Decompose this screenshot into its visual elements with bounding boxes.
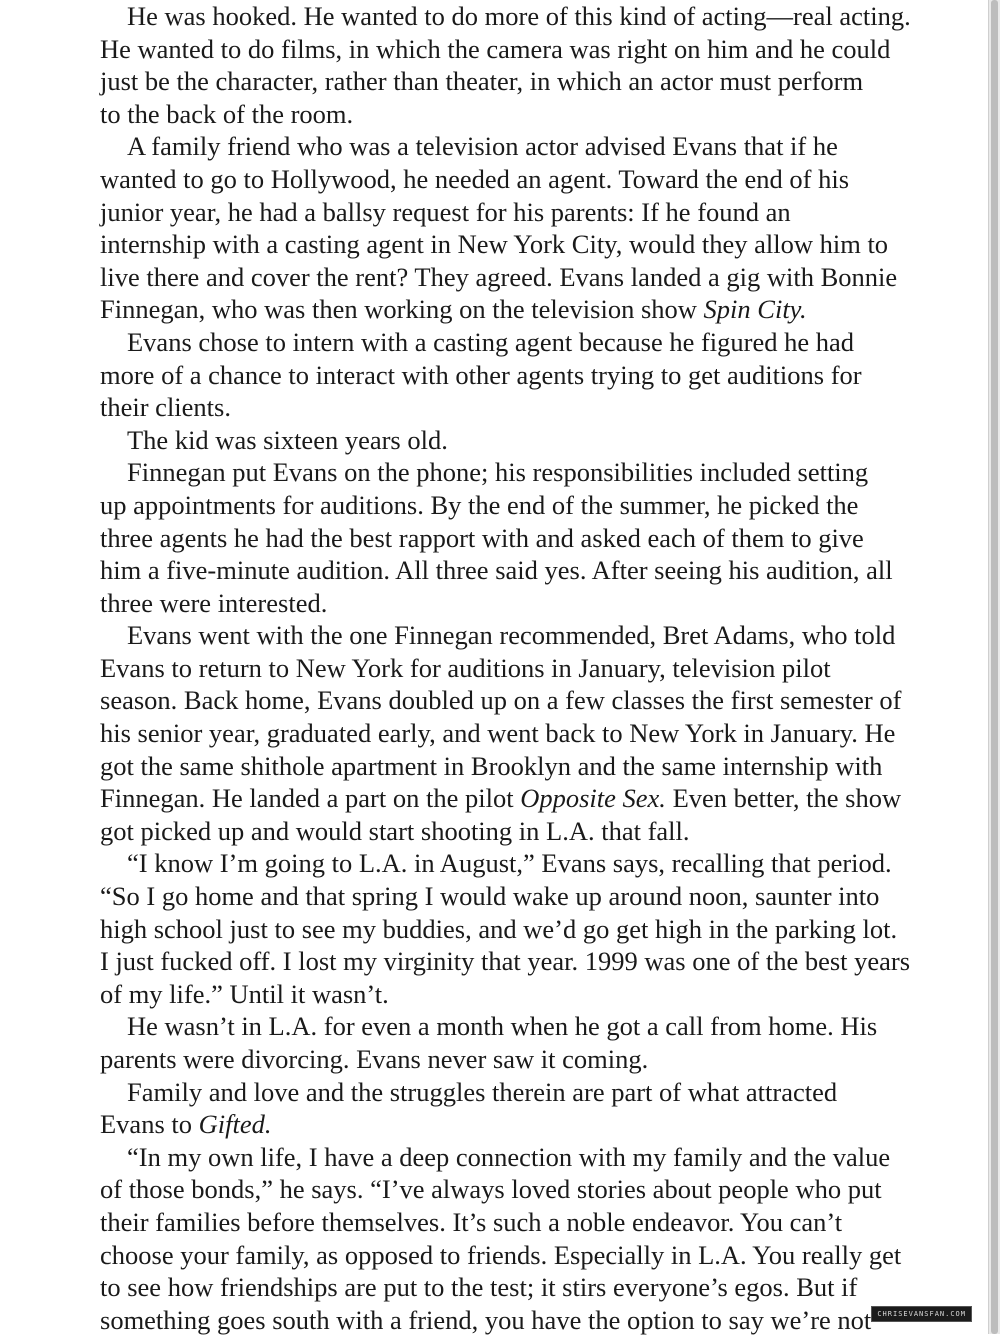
text-segment: choose your family, as opposed to friends. Especially in L.A. You really get xyxy=(100,1239,902,1270)
text-line xyxy=(100,1206,900,1239)
text-line xyxy=(100,163,900,196)
text-line xyxy=(100,522,900,555)
text-line xyxy=(100,424,900,457)
text-segment: Even better, the show xyxy=(665,783,902,814)
text-segment: him a five-minute audition. All three said yes. After seeing his audition, all xyxy=(100,555,893,586)
text-segment: their clients. xyxy=(100,392,231,423)
text-segment: up appointments for auditions. By the end of the summer, he picked the xyxy=(100,489,859,520)
text-segment: season. Back home, Evans doubled up on a few classes the first semester of xyxy=(100,685,902,716)
article-body xyxy=(100,0,911,1336)
text-line xyxy=(100,652,900,685)
text-line xyxy=(100,750,900,783)
text-segment: Evans to return to New York for auditions in January, television pilot xyxy=(100,652,831,683)
text-segment: his senior year, graduated early, and went back to New York in January. He xyxy=(100,718,896,749)
text-segment: Family and love and the struggles therein are part of what attracted xyxy=(127,1076,838,1107)
text-line xyxy=(100,65,900,98)
text-segment: Evans to xyxy=(100,1109,199,1140)
text-line xyxy=(100,1076,900,1109)
italic-title-text: Gifted. xyxy=(198,1109,272,1140)
text-segment: to the back of the room. xyxy=(100,98,354,129)
text-line xyxy=(100,326,900,359)
text-line xyxy=(100,1010,900,1043)
text-line xyxy=(100,619,900,652)
text-line xyxy=(100,293,900,326)
text-segment: junior year, he had a ballsy request for his parents: If he found an xyxy=(100,196,791,227)
text-line xyxy=(100,130,900,163)
text-segment: high school just to see my buddies, and we’d go get high in the parking lot. xyxy=(100,913,898,944)
text-segment: Evans chose to intern with a casting agent because he figured he had xyxy=(127,326,855,357)
text-line xyxy=(100,815,900,848)
italic-title-text: Spin City. xyxy=(703,294,807,325)
text-line xyxy=(100,945,911,978)
text-line xyxy=(100,913,900,946)
text-line xyxy=(100,554,900,587)
text-segment: their families before themselves. It’s such a noble endeavor. You can’t xyxy=(100,1206,843,1237)
text-segment: “In my own life, I have a deep connection with my family and the value xyxy=(127,1141,891,1172)
text-segment: just be the character, rather than theater, in which an actor must perform xyxy=(100,66,864,97)
text-line xyxy=(100,261,900,294)
text-segment: “So I go home and that spring I would wake up around noon, saunter into xyxy=(100,881,880,912)
scrollbar-thumb[interactable] xyxy=(991,0,998,1334)
text-line xyxy=(100,359,900,392)
text-segment: live there and cover the rent? They agreed. Evans landed a gig with Bonnie xyxy=(100,261,898,292)
text-segment: Finnegan. He landed a part on the pilot xyxy=(100,783,521,814)
text-line xyxy=(100,684,900,717)
text-segment: internship with a casting agent in New York City, would they allow him to xyxy=(100,229,889,260)
text-segment: The kid was sixteen years old. xyxy=(127,424,448,455)
text-line xyxy=(100,717,900,750)
text-segment: He was hooked. He wanted to do more of this kind of acting—real acting. xyxy=(127,1,911,31)
text-line xyxy=(100,1304,900,1336)
text-line xyxy=(100,1108,900,1141)
text-line xyxy=(100,1043,900,1076)
text-segment: Evans went with the one Finnegan recommended, Bret Adams, who told xyxy=(127,620,896,651)
text-segment: wanted to go to Hollywood, he needed an agent. Toward the end of his xyxy=(100,163,850,194)
text-line xyxy=(100,847,900,880)
text-line xyxy=(100,1173,900,1206)
text-segment: of those bonds,” he says. “I’ve always loved stories about people who put xyxy=(100,1174,882,1205)
text-segment: A family friend who was a television actor advised Evans that if he xyxy=(127,131,838,162)
text-line xyxy=(100,228,900,261)
text-line xyxy=(100,456,900,489)
text-line xyxy=(100,782,900,815)
text-segment: He wanted to do films, in which the camera was right on him and he could xyxy=(100,33,891,64)
text-line xyxy=(100,33,900,66)
text-line xyxy=(100,587,900,620)
text-segment: got the same shithole apartment in Brooklyn and the same internship with xyxy=(100,750,883,781)
text-line xyxy=(100,196,900,229)
vertical-scrollbar[interactable] xyxy=(988,0,1000,1334)
site-watermark: CHRISEVANSFAN.COM xyxy=(871,1306,972,1322)
text-segment: three were interested. xyxy=(100,587,328,618)
text-segment: parents were divorcing. Evans never saw it coming. xyxy=(100,1044,649,1074)
text-line xyxy=(100,880,900,913)
italic-title-text: Opposite Sex. xyxy=(520,783,666,814)
text-segment: Finnegan, who was then working on the television show xyxy=(100,294,704,325)
text-segment: got picked up and would start shooting in L.A. that fall. xyxy=(100,815,690,846)
text-line xyxy=(100,1141,900,1174)
text-segment: of my life.” Until it wasn’t. xyxy=(100,978,389,1009)
text-segment: three agents he had the best rapport with and asked each of them to give xyxy=(100,522,864,553)
text-segment: something goes south with a friend, you have the option to say we’re not xyxy=(100,1304,872,1335)
text-line xyxy=(100,978,900,1011)
text-segment: “I know I’m going to L.A. in August,” Evans says, recalling that period. xyxy=(127,848,892,879)
text-segment: to see how friendships are put to the test; it stirs everyone’s egos. But if xyxy=(100,1272,858,1303)
text-line xyxy=(100,98,900,131)
text-line xyxy=(100,1239,900,1272)
text-line xyxy=(100,391,900,424)
text-line xyxy=(100,489,900,522)
text-line xyxy=(100,0,911,33)
text-segment: He wasn’t in L.A. for even a month when he got a call from home. His xyxy=(127,1011,878,1042)
text-segment: Finnegan put Evans on the phone; his responsibilities included setting xyxy=(127,457,869,488)
text-line xyxy=(100,1271,900,1304)
text-segment: more of a chance to interact with other agents trying to get auditions for xyxy=(100,359,862,390)
text-segment: I just fucked off. I lost my virginity that year. 1999 was one of the best years xyxy=(100,946,911,977)
